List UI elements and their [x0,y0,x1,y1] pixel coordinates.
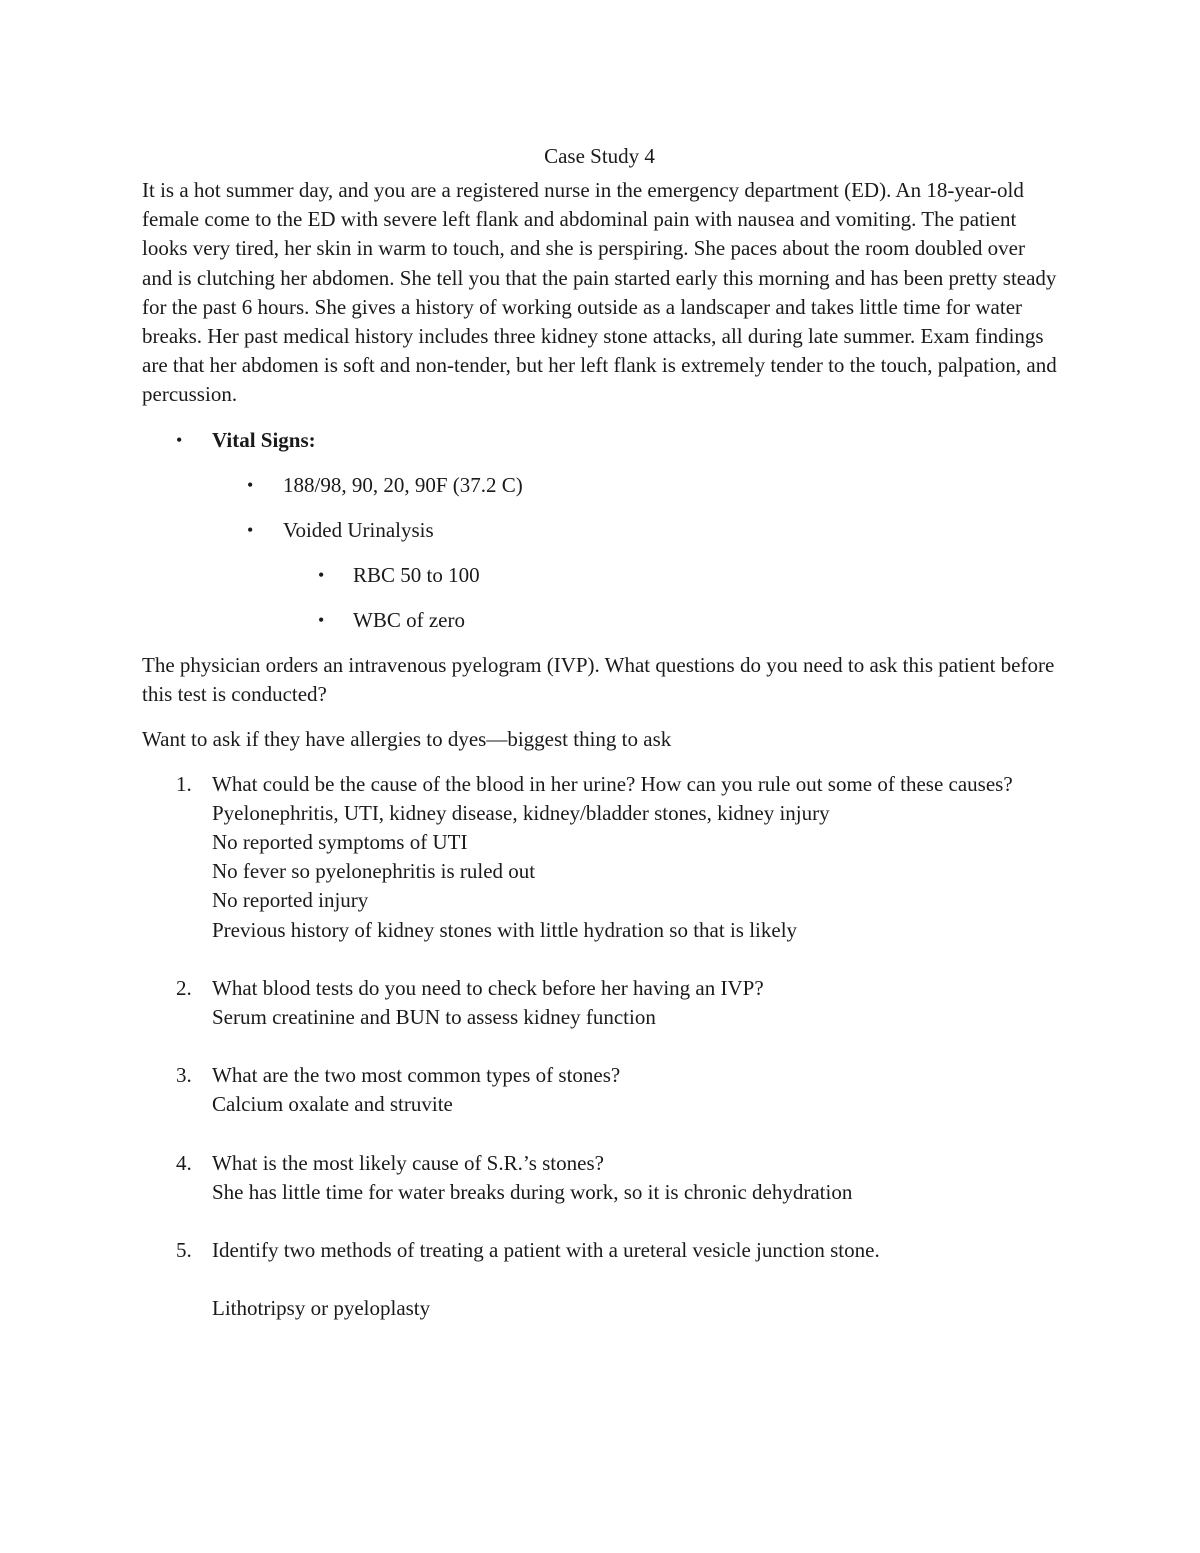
answer-line: Lithotripsy or pyeloplasty [212,1296,431,1321]
vitals-heading: Vital Signs: [212,427,316,452]
blank-line [212,1265,1057,1294]
answer-line: Previous history of kidney stones with little hydration so that is likely [212,917,798,942]
question-number: 3. [176,1063,192,1088]
question-text: Identify two methods of treating a patient with a ureteral vesicle junction stone. [212,1238,880,1263]
document-title: Case Study 4 [544,144,655,168]
question-item-4 [142,1149,1057,1207]
question-number: 5. [176,1238,192,1263]
urinalysis-rbc-item [142,561,1057,590]
answer-line: No fever so pyelonephritis is ruled out [212,859,536,884]
question-item-5 [142,1236,1057,1323]
vitals-heading-item [142,426,1057,455]
question-item-3 [142,1061,1057,1119]
question-number: 2. [176,975,192,1000]
question-number: 1. [176,771,192,796]
answer-line: Pyelonephritis, UTI, kidney disease, kidney/bladder stones, kidney injury [212,800,830,825]
answer-line: She has little time for water breaks during work, so it is chronic dehydration [212,1179,853,1204]
answer-line: Serum creatinine and BUN to assess kidney function [212,1005,656,1030]
bullet-icon: • [247,519,254,540]
case-intro-paragraph: It is a hot summer day, and you are a registered nurse in the emergency department (ED). An 18-year-old female come to the ED with severe left flank and abdominal pain with nausea and vomiting. The patient looks very tired, her skin in warm to touch, and she is perspiring. She paces about the room doubled over and is clutching her abdomen. She tell you that the pain started early this morning and has been pretty steady for the past 6 hours. She gives a history of working outside as a landscaper and takes little time for water breaks. Her past medical history includes three kidney stone attacks, all during late summer. Exam findings are that her abdomen is soft and non-tender, but her left flank is extremely tender to the touch, palpation, and percussion. [142,178,1057,407]
urinalysis-item [142,516,1057,545]
document-page [142,142,1057,1352]
vitals-value: 188/98, 90, 20, 90F (37.2 C) [283,472,523,497]
bullet-icon: • [318,564,325,585]
urinalysis-rbc: RBC 50 to 100 [353,562,480,587]
question-text: What could be the cause of the blood in her urine? How can you rule out some of these causes? [212,771,1013,796]
physician-order-paragraph: The physician orders an intravenous pyelogram (IVP). What questions do you need to ask this patient before this test is conducted? [142,652,1055,706]
question-number: 4. [176,1150,192,1175]
bullet-icon: • [176,429,183,450]
vitals-list [142,426,1057,635]
question-text: What blood tests do you need to check before her having an IVP? [212,975,764,1000]
question-item-2 [142,974,1057,1032]
question-text: What are the two most common types of stones? [212,1063,621,1088]
urinalysis-wbc: WBC of zero [353,607,465,632]
vitals-value-item [142,471,1057,500]
bullet-icon: • [247,474,254,495]
question-list [142,770,1057,1324]
answer-line: Calcium oxalate and struvite [212,1092,453,1117]
answer-line: No reported injury [212,888,369,913]
question-item-1 [142,770,1057,945]
bullet-icon: • [318,609,325,630]
question-text: What is the most likely cause of S.R.’s stones? [212,1150,604,1175]
answer-line: No reported symptoms of UTI [212,830,468,855]
urinalysis-label: Voided Urinalysis [283,517,434,542]
allergy-note: Want to ask if they have allergies to dyes—biggest thing to ask [142,726,672,751]
urinalysis-wbc-item [142,606,1057,635]
